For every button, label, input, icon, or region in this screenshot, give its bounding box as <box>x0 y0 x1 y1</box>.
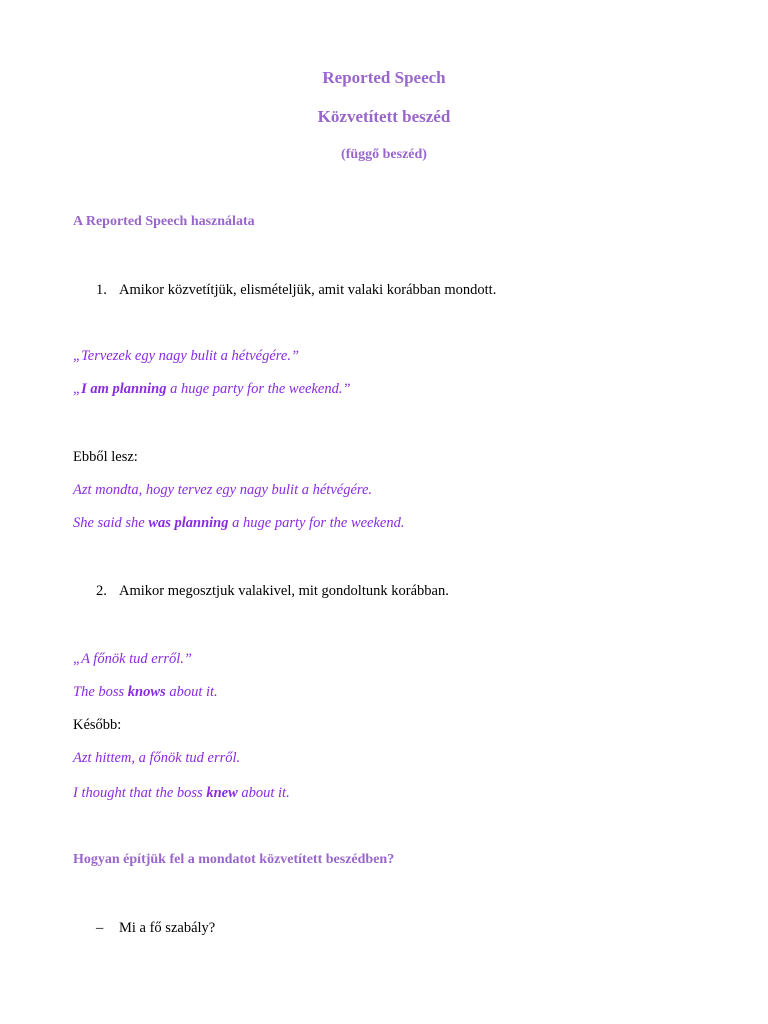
example-2-reported-verb: knew <box>206 785 238 801</box>
list-item-2-text: Amikor megosztjuk valakivel, mit gondoltunk korábban. <box>119 583 449 599</box>
example-2-reported-prefix: I thought that the boss <box>73 785 207 801</box>
example-1-reported-prefix: She said she <box>73 515 149 531</box>
example-1-hungarian-quote: „Tervezek egy nagy bulit a hétvégére.” <box>73 348 300 364</box>
example-2-reported-english <box>73 785 290 802</box>
example-2-hungarian-quote: „A főnök tud erről.” <box>73 651 192 667</box>
example-1-english-open-quote: „ <box>73 381 82 397</box>
example-1-english-rest: a huge party for the weekend.” <box>166 381 351 397</box>
document-title: Reported Speech <box>322 68 446 87</box>
example-1-reported-rest: a huge party for the weekend. <box>228 515 405 531</box>
example-2-reported-rest: about it. <box>237 785 290 801</box>
section-heading-usage: A Reported Speech használata <box>73 214 255 229</box>
later-label: Később: <box>73 717 122 733</box>
example-1-reported-english <box>73 515 404 532</box>
list-marker-1: 1. <box>96 282 107 298</box>
example-2-reported-hungarian: Azt hittem, a főnök tud erről. <box>73 750 241 766</box>
document-subtitle: Közvetített beszéd <box>317 107 451 126</box>
example-2-english-rest: about it. <box>165 684 218 700</box>
list-marker-2: 2. <box>96 583 107 599</box>
example-1-reported-hungarian: Azt mondta, hogy tervez egy nagy bulit a hétvégére. <box>73 482 373 498</box>
document-subtitle-note: (függő beszéd) <box>341 147 427 162</box>
example-1-english-quote <box>73 381 351 398</box>
section-heading-structure: Hogyan építjük fel a mondatot közvetített beszédben? <box>73 852 395 867</box>
example-2-english-verb: knows <box>127 684 166 700</box>
list-marker-dash: – <box>96 920 104 936</box>
list-item-3-text: Mi a fő szabály? <box>119 920 216 936</box>
example-1-reported-verb: was planning <box>148 515 229 531</box>
list-item-1-text: Amikor közvetítjük, elismételjük, amit valaki korábban mondott. <box>119 282 497 298</box>
example-2-english-prefix: The boss <box>73 684 128 700</box>
becomes-label: Ebből lesz: <box>73 449 138 465</box>
example-1-english-verb: I am planning <box>81 381 167 397</box>
example-2-english <box>73 684 218 701</box>
